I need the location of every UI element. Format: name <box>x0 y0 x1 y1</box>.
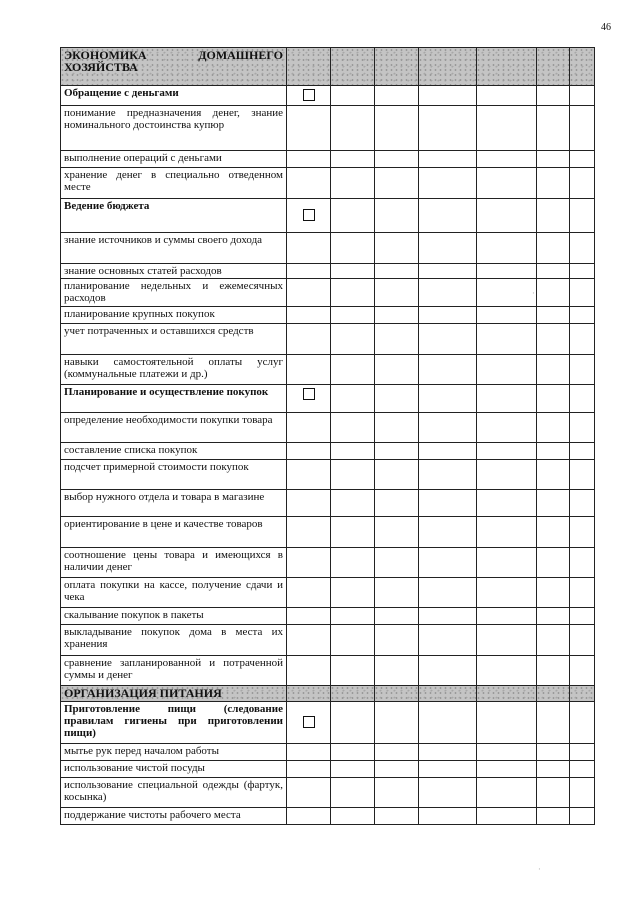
rating-cell[interactable] <box>570 413 595 443</box>
section-row <box>61 686 595 702</box>
table-body <box>61 48 595 825</box>
rating-cell[interactable] <box>287 443 331 460</box>
subsection-row <box>61 702 595 744</box>
rating-cell[interactable] <box>375 625 419 656</box>
rating-cell[interactable] <box>287 324 331 355</box>
row-label: использование чистой посуды <box>61 761 287 778</box>
rating-cell[interactable] <box>287 702 331 744</box>
table-row <box>61 413 595 443</box>
rating-cell[interactable] <box>287 279 331 307</box>
rating-cell[interactable] <box>570 443 595 460</box>
rating-cell[interactable] <box>287 761 331 778</box>
rating-cell[interactable] <box>419 608 477 625</box>
rating-cell[interactable] <box>570 490 595 517</box>
rating-cell[interactable] <box>331 490 375 517</box>
rating-cell[interactable] <box>331 517 375 548</box>
rating-cell[interactable] <box>477 413 537 443</box>
rating-cell[interactable] <box>375 778 419 808</box>
table-row <box>61 761 595 778</box>
rating-cell[interactable] <box>419 264 477 279</box>
page-number: 46 <box>601 22 611 33</box>
rating-cell[interactable] <box>331 355 375 385</box>
rating-cell[interactable] <box>570 808 595 825</box>
rating-cell[interactable] <box>570 385 595 413</box>
subsection-row <box>61 199 595 233</box>
rating-cell[interactable] <box>477 778 537 808</box>
rating-cell[interactable] <box>375 168 419 199</box>
rating-cell[interactable] <box>477 578 537 608</box>
rating-cell[interactable] <box>287 168 331 199</box>
rating-cell[interactable] <box>537 264 570 279</box>
row-label: Обращение с деньгами <box>61 86 287 106</box>
rating-cell[interactable] <box>537 656 570 686</box>
rating-cell[interactable] <box>375 490 419 517</box>
rating-cell[interactable] <box>375 86 419 106</box>
rating-cell[interactable] <box>537 548 570 578</box>
scan-mark: ˌ <box>538 862 541 870</box>
rating-cell[interactable] <box>375 808 419 825</box>
rating-cell[interactable] <box>570 233 595 264</box>
rating-cell[interactable] <box>570 307 595 324</box>
rating-cell[interactable] <box>570 656 595 686</box>
rating-cell[interactable] <box>570 199 595 233</box>
rating-cell[interactable] <box>477 48 537 86</box>
table-row <box>61 460 595 490</box>
rating-cell[interactable] <box>537 578 570 608</box>
rating-cell[interactable] <box>477 324 537 355</box>
rating-cell[interactable] <box>537 413 570 443</box>
rating-cell[interactable] <box>287 106 331 151</box>
rating-cell[interactable] <box>419 744 477 761</box>
rating-cell[interactable] <box>375 233 419 264</box>
rating-cell[interactable] <box>419 324 477 355</box>
rating-cell[interactable] <box>537 778 570 808</box>
rating-cell[interactable] <box>477 385 537 413</box>
row-label: Планирование и осуществление покупок <box>61 385 287 413</box>
rating-cell[interactable] <box>477 761 537 778</box>
rating-cell[interactable] <box>537 608 570 625</box>
rating-cell[interactable] <box>570 517 595 548</box>
scan-mark: ˌ <box>532 286 535 294</box>
rating-cell[interactable] <box>331 548 375 578</box>
rating-cell[interactable] <box>537 355 570 385</box>
rating-cell[interactable] <box>375 106 419 151</box>
rating-cell[interactable] <box>287 413 331 443</box>
rating-cell[interactable] <box>375 761 419 778</box>
row-label: оплата покупки на кассе, получение сдачи и чека <box>61 578 287 608</box>
table-row <box>61 548 595 578</box>
row-label: выполнение операций с деньгами <box>61 151 287 168</box>
table-row <box>61 233 595 264</box>
rating-cell[interactable] <box>287 686 331 702</box>
row-label: скалывание покупок в пакеты <box>61 608 287 625</box>
rating-cell[interactable] <box>287 151 331 168</box>
rating-cell[interactable] <box>477 355 537 385</box>
rating-cell[interactable] <box>537 385 570 413</box>
rating-cell[interactable] <box>331 385 375 413</box>
rating-cell[interactable] <box>331 48 375 86</box>
rating-cell[interactable] <box>570 761 595 778</box>
subsection-row <box>61 385 595 413</box>
rating-cell[interactable] <box>570 324 595 355</box>
row-label: использование специальной одежды (фартук, косынка) <box>61 778 287 808</box>
rating-cell[interactable] <box>570 48 595 86</box>
rating-cell[interactable] <box>537 151 570 168</box>
rating-cell[interactable] <box>375 656 419 686</box>
rating-cell[interactable] <box>287 490 331 517</box>
rating-cell[interactable] <box>537 279 570 307</box>
rating-cell[interactable] <box>375 744 419 761</box>
rating-cell[interactable] <box>331 460 375 490</box>
section-row <box>61 48 595 86</box>
rating-cell[interactable] <box>570 264 595 279</box>
rating-cell[interactable] <box>287 355 331 385</box>
rating-cell[interactable] <box>375 264 419 279</box>
rating-cell[interactable] <box>477 548 537 578</box>
row-label: ОРГАНИЗАЦИЯ ПИТАНИЯ <box>61 686 287 702</box>
rating-cell[interactable] <box>419 307 477 324</box>
rating-cell[interactable] <box>287 608 331 625</box>
scan-mark: ˌ <box>535 573 538 581</box>
rating-cell[interactable] <box>477 490 537 517</box>
rating-cell[interactable] <box>287 307 331 324</box>
table-row <box>61 106 595 151</box>
rating-cell[interactable] <box>419 413 477 443</box>
rating-cell[interactable] <box>375 199 419 233</box>
checkbox[interactable] <box>303 209 315 221</box>
row-label: навыки самостоятельной оплаты услуг (коммунальные платежи и др.) <box>61 355 287 385</box>
rating-cell[interactable] <box>375 279 419 307</box>
rating-cell[interactable] <box>375 355 419 385</box>
rating-cell[interactable] <box>537 686 570 702</box>
table-row <box>61 443 595 460</box>
rating-cell[interactable] <box>375 48 419 86</box>
rating-cell[interactable] <box>287 578 331 608</box>
rating-cell[interactable] <box>419 355 477 385</box>
rating-cell[interactable] <box>419 808 477 825</box>
row-label: подсчет примерной стоимости покупок <box>61 460 287 490</box>
rating-cell[interactable] <box>537 48 570 86</box>
rating-cell[interactable] <box>570 460 595 490</box>
table-row <box>61 656 595 686</box>
rating-cell[interactable] <box>287 385 331 413</box>
rating-cell[interactable] <box>287 548 331 578</box>
row-label: хранение денег в специально отведенном месте <box>61 168 287 199</box>
rating-cell[interactable] <box>419 517 477 548</box>
table-row <box>61 307 595 324</box>
rating-cell[interactable] <box>477 151 537 168</box>
rating-cell[interactable] <box>331 168 375 199</box>
rating-cell[interactable] <box>570 548 595 578</box>
rating-cell[interactable] <box>287 744 331 761</box>
rating-cell[interactable] <box>477 233 537 264</box>
rating-cell[interactable] <box>331 151 375 168</box>
row-label: знание источников и суммы своего дохода <box>61 233 287 264</box>
rating-cell[interactable] <box>331 744 375 761</box>
row-label: понимание предназначения денег, знание номинального достоинства купюр <box>61 106 287 151</box>
rating-cell[interactable] <box>477 808 537 825</box>
row-label: выбор нужного отдела и товара в магазине <box>61 490 287 517</box>
rating-cell[interactable] <box>419 385 477 413</box>
rating-cell[interactable] <box>331 656 375 686</box>
rating-cell[interactable] <box>375 151 419 168</box>
rating-cell[interactable] <box>331 625 375 656</box>
row-label: Ведение бюджета <box>61 199 287 233</box>
rating-cell[interactable] <box>419 199 477 233</box>
rating-cell[interactable] <box>331 86 375 106</box>
rating-cell[interactable] <box>331 307 375 324</box>
row-label: составление списка покупок <box>61 443 287 460</box>
table-row <box>61 778 595 808</box>
checkbox[interactable] <box>303 89 315 101</box>
rating-cell[interactable] <box>375 686 419 702</box>
rating-cell[interactable] <box>537 517 570 548</box>
rating-cell[interactable] <box>537 808 570 825</box>
rating-cell[interactable] <box>477 702 537 744</box>
row-label: сравнение запланированной и потраченной суммы и денег <box>61 656 287 686</box>
table-row <box>61 279 595 307</box>
rating-cell[interactable] <box>375 413 419 443</box>
rating-cell[interactable] <box>477 625 537 656</box>
rating-cell[interactable] <box>537 625 570 656</box>
rating-cell[interactable] <box>537 86 570 106</box>
skills-assessment-table <box>60 47 595 825</box>
table-row <box>61 151 595 168</box>
rating-cell[interactable] <box>375 307 419 324</box>
row-label: ЭКОНОМИКА ДОМАШНЕГО ХОЗЯЙСТВА <box>61 48 287 86</box>
rating-cell[interactable] <box>287 86 331 106</box>
rating-cell[interactable] <box>570 686 595 702</box>
table-row <box>61 490 595 517</box>
rating-cell[interactable] <box>537 168 570 199</box>
rating-cell[interactable] <box>477 279 537 307</box>
rating-cell[interactable] <box>419 656 477 686</box>
row-label: учет потраченных и оставшихся средств <box>61 324 287 355</box>
row-label: ориентирование в цене и качестве товаров <box>61 517 287 548</box>
rating-cell[interactable] <box>287 264 331 279</box>
rating-cell[interactable] <box>419 86 477 106</box>
rating-cell[interactable] <box>537 744 570 761</box>
rating-cell[interactable] <box>287 460 331 490</box>
rating-cell[interactable] <box>331 106 375 151</box>
rating-cell[interactable] <box>537 460 570 490</box>
rating-cell[interactable] <box>419 443 477 460</box>
rating-cell[interactable] <box>537 490 570 517</box>
row-label: определение необходимости покупки товара <box>61 413 287 443</box>
rating-cell[interactable] <box>375 608 419 625</box>
rating-cell[interactable] <box>537 324 570 355</box>
row-label: Приготовление пищи (следование правилам гигиены при приготовлении пищи) <box>61 702 287 744</box>
rating-cell[interactable] <box>477 168 537 199</box>
rating-cell[interactable] <box>375 443 419 460</box>
rating-cell[interactable] <box>287 517 331 548</box>
table-row <box>61 168 595 199</box>
table-row <box>61 355 595 385</box>
assessment-table-wrapper <box>60 47 595 825</box>
row-label: мытье рук перед началом работы <box>61 744 287 761</box>
rating-cell[interactable] <box>287 199 331 233</box>
row-label: знание основных статей расходов <box>61 264 287 279</box>
rating-cell[interactable] <box>375 460 419 490</box>
rating-cell[interactable] <box>477 443 537 460</box>
table-row <box>61 578 595 608</box>
rating-cell[interactable] <box>477 86 537 106</box>
rating-cell[interactable] <box>537 199 570 233</box>
rating-cell[interactable] <box>570 106 595 151</box>
row-label: выкладывание покупок дома в места их хранения <box>61 625 287 656</box>
rating-cell[interactable] <box>419 168 477 199</box>
subsection-row <box>61 86 595 106</box>
rating-cell[interactable] <box>570 86 595 106</box>
rating-cell[interactable] <box>477 608 537 625</box>
rating-cell[interactable] <box>419 702 477 744</box>
rating-cell[interactable] <box>331 808 375 825</box>
rating-cell[interactable] <box>419 548 477 578</box>
rating-cell[interactable] <box>477 199 537 233</box>
rating-cell[interactable] <box>570 778 595 808</box>
rating-cell[interactable] <box>331 702 375 744</box>
rating-cell[interactable] <box>287 656 331 686</box>
row-label: поддержание чистоты рабочего места <box>61 808 287 825</box>
rating-cell[interactable] <box>331 608 375 625</box>
rating-cell[interactable] <box>331 686 375 702</box>
rating-cell[interactable] <box>419 578 477 608</box>
rating-cell[interactable] <box>419 778 477 808</box>
checkbox[interactable] <box>303 388 315 400</box>
row-label: планирование крупных покупок <box>61 307 287 324</box>
rating-cell[interactable] <box>477 460 537 490</box>
rating-cell[interactable] <box>570 578 595 608</box>
rating-cell[interactable] <box>419 490 477 517</box>
table-row <box>61 517 595 548</box>
rating-cell[interactable] <box>537 106 570 151</box>
table-row <box>61 264 595 279</box>
checkbox[interactable] <box>303 716 315 728</box>
rating-cell[interactable] <box>537 761 570 778</box>
rating-cell[interactable] <box>537 307 570 324</box>
rating-cell[interactable] <box>570 355 595 385</box>
rating-cell[interactable] <box>375 578 419 608</box>
rating-cell[interactable] <box>419 460 477 490</box>
table-row <box>61 324 595 355</box>
table-row <box>61 608 595 625</box>
rating-cell[interactable] <box>537 702 570 744</box>
rating-cell[interactable] <box>331 443 375 460</box>
rating-cell[interactable] <box>477 307 537 324</box>
rating-cell[interactable] <box>419 106 477 151</box>
table-row <box>61 744 595 761</box>
rating-cell[interactable] <box>375 517 419 548</box>
rating-cell[interactable] <box>287 48 331 86</box>
rating-cell[interactable] <box>375 548 419 578</box>
rating-cell[interactable] <box>331 264 375 279</box>
rating-cell[interactable] <box>375 324 419 355</box>
rating-cell[interactable] <box>419 761 477 778</box>
rating-cell[interactable] <box>570 608 595 625</box>
rating-cell[interactable] <box>331 233 375 264</box>
rating-cell[interactable] <box>537 443 570 460</box>
row-label: соотношение цены товара и имеющихся в наличии денег <box>61 548 287 578</box>
rating-cell[interactable] <box>570 279 595 307</box>
rating-cell[interactable] <box>331 578 375 608</box>
rating-cell[interactable] <box>477 106 537 151</box>
rating-cell[interactable] <box>570 625 595 656</box>
rating-cell[interactable] <box>331 413 375 443</box>
rating-cell[interactable] <box>570 702 595 744</box>
rating-cell[interactable] <box>477 686 537 702</box>
rating-cell[interactable] <box>419 151 477 168</box>
rating-cell[interactable] <box>570 151 595 168</box>
rating-cell[interactable] <box>477 517 537 548</box>
table-row <box>61 808 595 825</box>
rating-cell[interactable] <box>477 744 537 761</box>
rating-cell[interactable] <box>537 233 570 264</box>
rating-cell[interactable] <box>375 385 419 413</box>
rating-cell[interactable] <box>419 48 477 86</box>
rating-cell[interactable] <box>287 808 331 825</box>
rating-cell[interactable] <box>331 778 375 808</box>
rating-cell[interactable] <box>477 264 537 279</box>
row-label: планирование недельных и ежемесячных расходов <box>61 279 287 307</box>
rating-cell[interactable] <box>570 744 595 761</box>
rating-cell[interactable] <box>419 279 477 307</box>
rating-cell[interactable] <box>477 656 537 686</box>
rating-cell[interactable] <box>419 686 477 702</box>
rating-cell[interactable] <box>331 199 375 233</box>
rating-cell[interactable] <box>419 625 477 656</box>
rating-cell[interactable] <box>287 625 331 656</box>
rating-cell[interactable] <box>570 168 595 199</box>
rating-cell[interactable] <box>419 233 477 264</box>
rating-cell[interactable] <box>287 233 331 264</box>
rating-cell[interactable] <box>331 761 375 778</box>
rating-cell[interactable] <box>331 279 375 307</box>
rating-cell[interactable] <box>331 324 375 355</box>
table-row <box>61 625 595 656</box>
rating-cell[interactable] <box>287 778 331 808</box>
rating-cell[interactable] <box>375 702 419 744</box>
